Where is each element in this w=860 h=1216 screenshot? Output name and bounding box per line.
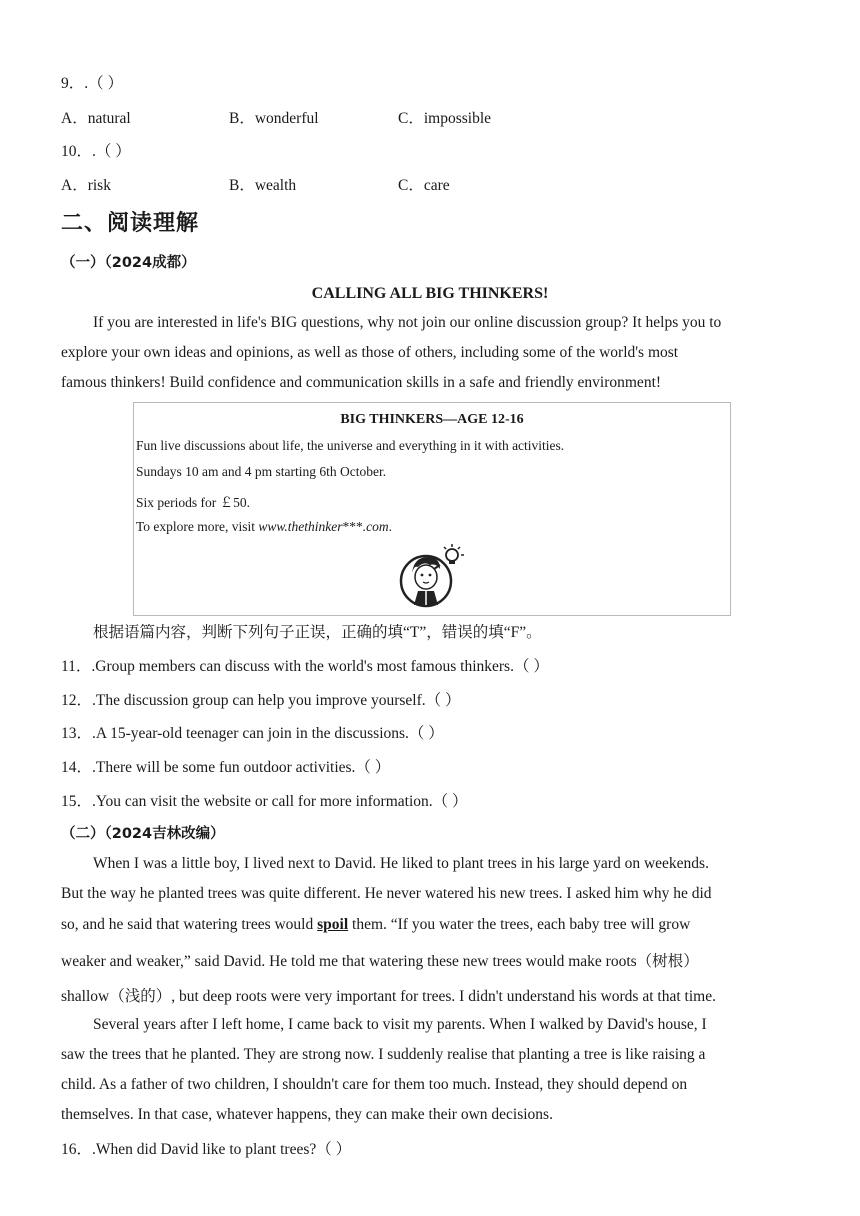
question-9-label: 9．.（ ）	[61, 75, 124, 92]
passage-1-instruction: 根据语篇内容，判断下列句子正误，正确的填“T”，错误的填“F”。	[93, 624, 542, 641]
question-10-option-c: C．care	[398, 177, 450, 194]
passage-2-p1-line-4: weaker and weaker,” said David. He told me that watering these new trees would make roots（树根）	[61, 953, 699, 970]
passage-2-p2-line-2: saw the trees that he planted. They are strong now. I suddenly realise that planting a tree is like raising a	[61, 1046, 706, 1063]
question-10-option-a: A．risk	[61, 177, 111, 194]
question-16: 16．.When did David like to plant trees?（ ）	[61, 1141, 352, 1158]
passage-1-title: CALLING ALL BIG THINKERS!	[311, 285, 549, 302]
passage-2-p2-line-4: themselves. In that case, whatever happens, they can make their own decisions.	[61, 1106, 553, 1123]
passage-1-line-3: famous thinkers! Build confidence and communication skills in a safe and friendly environment!	[61, 374, 662, 391]
question-10-option-b: B．wealth	[229, 177, 297, 194]
question-14: 14．.There will be some fun outdoor activities.（ ）	[61, 759, 391, 776]
passage-2-p2-line-1: Several years after I left home, I came back to visit my parents. When I walked by David's house, I	[93, 1016, 707, 1033]
passage-1-line-2: explore your own ideas and opinions, as well as those of others, including some of the world's most	[61, 344, 679, 361]
passage-2-p1-line-1: When I was a little boy, I lived next to David. He liked to plant trees in his large yard on weekends.	[93, 855, 709, 872]
ad-box-period: .	[388, 519, 393, 534]
passage-2-p1-line-2: But the way he planted trees was quite different. He never watered his new trees. I asked him why he did	[61, 885, 712, 902]
ad-box	[133, 402, 731, 616]
passage-2-source: （二）（2024吉林改编）	[61, 826, 225, 842]
passage-2-p2-line-3: child. As a father of two children, I shouldn't care for them too much. Instead, they should depend on	[61, 1076, 688, 1093]
passage-1-line-1: If you are interested in life's BIG questions, why not join our online discussion group? It helps you to	[93, 314, 722, 331]
underlined-word-spoil: spoil	[317, 916, 349, 933]
ad-box-line-3: Six periods for ￡50.	[136, 495, 250, 510]
question-9-option-c: C．impossible	[398, 110, 492, 127]
question-15: 15．.You can visit the website or call for more information.（ ）	[61, 793, 468, 810]
question-11: 11．.Group members can discuss with the world's most famous thinkers.（ ）	[61, 658, 549, 675]
ad-box-line-4	[136, 519, 392, 535]
passage-2-p1-line-5: shallow（浅的）, but deep roots were very important for trees. I didn't understand his words at that time.	[61, 988, 716, 1005]
question-9-option-a: A．natural	[61, 110, 131, 127]
question-12: 12．.The discussion group can help you improve yourself.（ ）	[61, 692, 461, 709]
question-13: 13．.A 15-year-old teenager can join in the discussions.（ ）	[61, 725, 444, 742]
question-9-option-b: B．wonderful	[229, 110, 319, 127]
ad-box-title: BIG THINKERS—AGE 12-16	[340, 412, 524, 427]
passage-1-source: （一）（2024成都）	[61, 255, 196, 271]
ad-box-url-mask: ***	[342, 519, 363, 534]
thinker-lightbulb-icon	[396, 543, 470, 609]
ad-box-url-suffix: .com	[362, 519, 389, 534]
ad-box-line-2: Sundays 10 am and 4 pm starting 6th October.	[136, 464, 387, 479]
question-10-label: 10．.（ ）	[61, 143, 131, 160]
ad-box-line-1: Fun live discussions about life, the universe and everything in it with activities.	[136, 438, 565, 453]
passage-2-p1-line-3: so, and he said that watering trees would spoil them. “If you water the trees, each baby tree will grow	[61, 916, 691, 933]
section-heading: 二、阅读理解	[61, 211, 200, 236]
ad-box-url[interactable]: www.thethinker	[258, 519, 343, 534]
ad-box-visit-prefix: To explore more, visit	[136, 519, 259, 534]
